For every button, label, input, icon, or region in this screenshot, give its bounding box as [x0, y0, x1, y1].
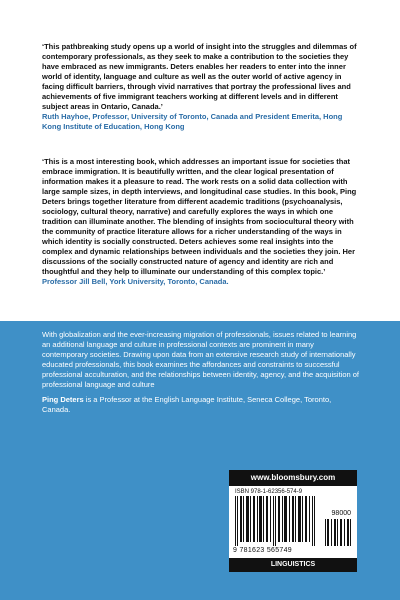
quote-attribution: Professor Jill Bell, York University, Toronto, Canada.	[42, 277, 229, 286]
author-bio-text: is a Professor at the English Language Institute, Seneca College, Toronto, Canada.	[42, 395, 332, 414]
quote-attribution: Ruth Hayhoe, Professor, University of Toronto, Canada and President Emerita, Hong Kong Institute of Education, Hong Kong	[42, 112, 343, 131]
barcode-block	[229, 470, 357, 572]
subject-category: LINGUISTICS	[229, 558, 357, 572]
author-name: Ping Deters	[42, 395, 84, 404]
ean-barcode-icon	[235, 496, 317, 546]
price-barcode-icon	[325, 519, 351, 546]
quote-text: ‘This pathbreaking study opens up a world of insight into the struggles and dilemmas of contemporary professionals, as they seek to make a contribution to the societies they have embraced as new immigrants. Deters enables her readers to enter into the inner world of identity, language and culture as well as the outer world of active agency in facing difficult barriers, through vivid narratives that portray the professional lives and achievements of five immigrant teachers working at different levels and in different subject areas in Ontario, Canada.’	[42, 42, 357, 111]
price-code: 98000	[331, 510, 351, 517]
author-bio	[42, 395, 360, 415]
ean-digits: 9 781623 565749	[233, 547, 292, 554]
publisher-website: www.bloomsbury.com	[229, 470, 357, 486]
book-description: With globalization and the ever-increasing migration of professionals, issues related to learning an additional language and culture in professional contexts are prominent in many contemporary societies. Drawing upon data from an extensive research study of internationally educated professionals, this book examines the affordances and constraints to successful professional acculturation, and the relationships between identity, agency, and the acquisition of professional language and culture	[42, 330, 360, 389]
isbn-label: ISBN 978-1-62356-574-9	[235, 489, 303, 495]
quote-text: ‘This is a most interesting book, which addresses an important issue for societies that embrace immigration. It is beautifully written, and the clear logical presentation of information makes it a pleasure to read. The work rests on a solid data collection with large sample sizes, in depth interviews, and longitudinal case studies. In this book, Ping Deters brings together literature from different academic traditions (psychoanalysis, sociology, cultural theory, narrative) and carefully explores the ways in which one tradition can illuminate another. The blending of insights from sociocultural theory with the community of practice literature allows for a richer understanding of the ways in which identity is socially constructed. Deters achieves some real insights into the complex and dynamic relationships between individuals and the societies they join. Her discussions of the socially constructed nature of agency and identity are rich and thoughtful and they help to illuminate our understanding of this complex topic.’	[42, 157, 357, 276]
review-quote-1	[42, 42, 358, 132]
review-quote-2	[42, 157, 358, 287]
